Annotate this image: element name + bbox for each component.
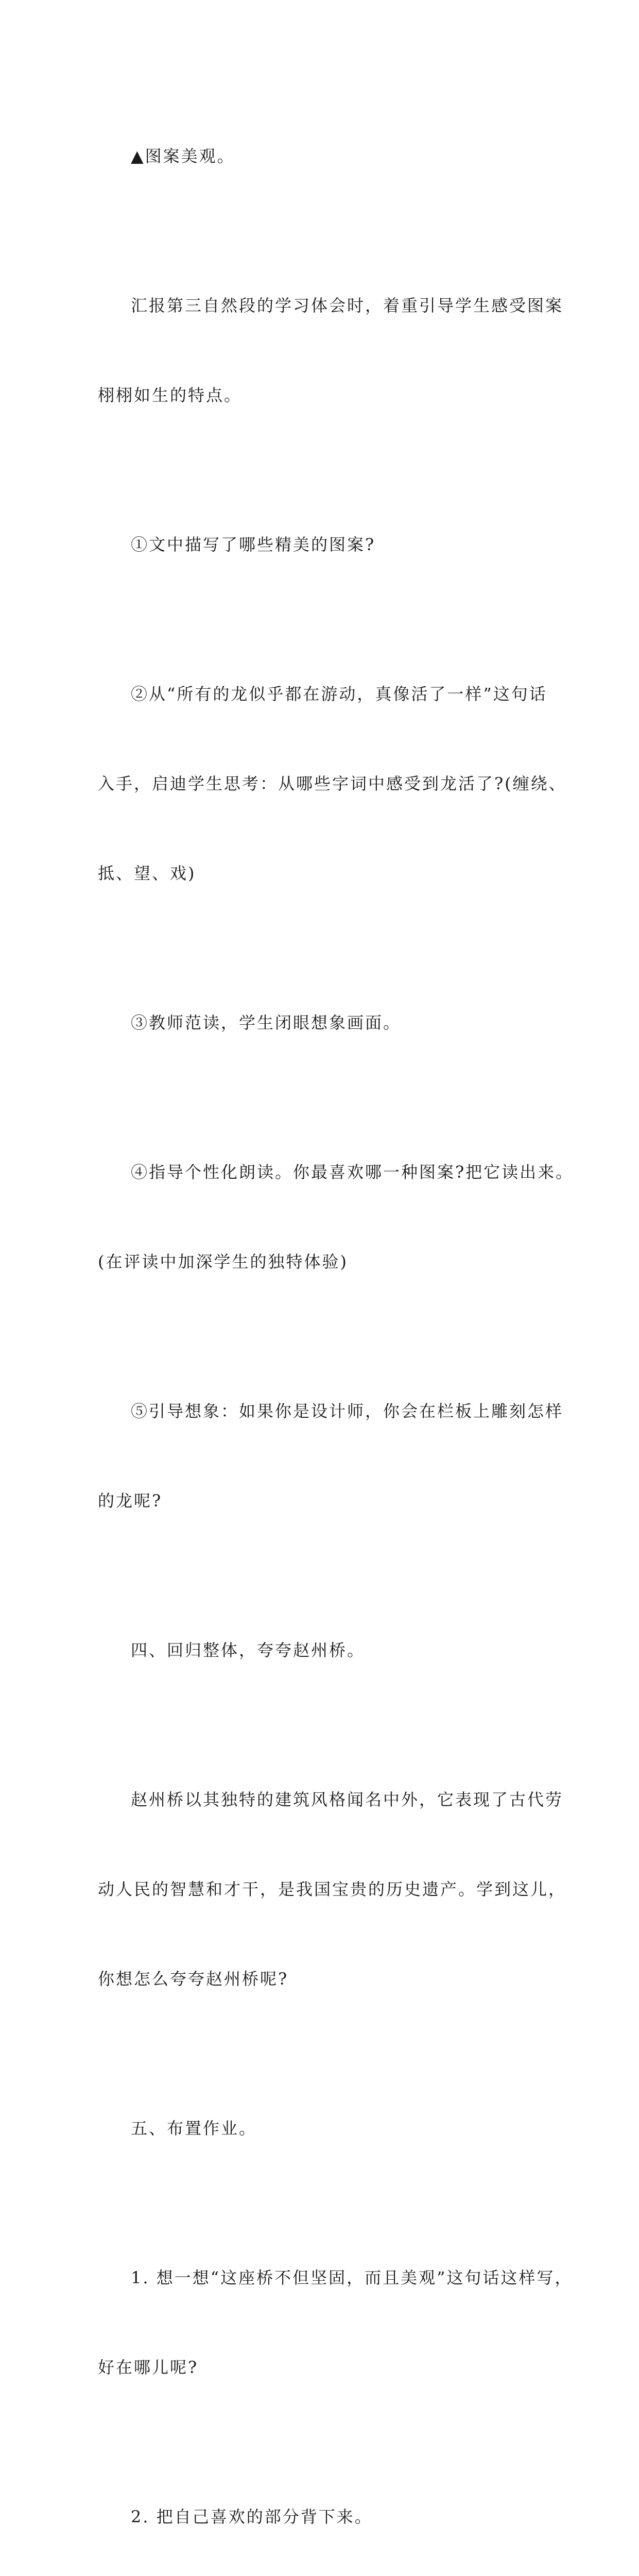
text-line: 入手，启迪学生思考：从哪些字词中感受到龙活了?(缠绕、 [98, 774, 567, 793]
text-line: 你想怎么夸夸赵州桥呢? [98, 1969, 289, 1989]
text-line: ④指导个性化朗读。你最喜欢哪一种图案?把它读出来。 [131, 1162, 574, 1182]
text-line: ▲图案美观。 [131, 146, 235, 166]
text-line: ③教师范读，学生闭眼想象画面。 [131, 1013, 402, 1032]
text-line: ②从“所有的龙似乎都在游动，真像活了一样”这句话 [131, 684, 547, 704]
homework-item-1 [98, 2203, 573, 2442]
paragraph-question-3 [98, 948, 541, 1097]
section-heading-four [98, 1575, 541, 1725]
paragraph-report-third [98, 231, 564, 470]
text-line: 汇报第三自然段的学习体会时，着重引导学生感受图案 [131, 296, 564, 315]
text-line: 好在哪儿呢? [98, 2358, 199, 2377]
paragraph-question-5 [98, 1336, 564, 1575]
text-line: 栩栩如生的特点。 [98, 385, 243, 405]
text-line: 五、布置作业。 [131, 2119, 257, 2138]
text-line: 的龙呢? [98, 1491, 163, 1511]
paragraph-question-2 [98, 619, 567, 948]
document-body [98, 81, 574, 2576]
homework-item-2 [98, 2442, 541, 2576]
text-line: 2. 把自己喜欢的部分背下来。 [131, 2507, 373, 2527]
text-line: 动人民的智慧和才干，是我国宝贵的历史遗产。学到这儿， [98, 1879, 567, 1899]
text-line: 四、回归整体，夸夸赵州桥。 [131, 1640, 366, 1660]
paragraph-question-1 [98, 470, 541, 619]
text-line: 1. 想一想“这座桥不但坚固，而且美观”这句话这样写， [131, 2268, 573, 2287]
paragraph-praise-bridge [98, 1725, 567, 2054]
paragraph-pattern-heading [98, 81, 541, 231]
text-line: ⑤引导想象：如果你是设计师，你会在栏板上雕刻怎样 [131, 1401, 564, 1421]
text-line: 赵州桥以其独特的建筑风格闻名中外，它表现了古代劳 [131, 1790, 564, 1809]
section-heading-five [98, 2054, 541, 2203]
text-line: (在评读中加深学生的独特体验) [98, 1252, 348, 1272]
paragraph-question-4 [98, 1097, 574, 1336]
text-line: 抵、望、戏) [98, 863, 196, 883]
text-line: ①文中描写了哪些精美的图案? [131, 535, 376, 554]
